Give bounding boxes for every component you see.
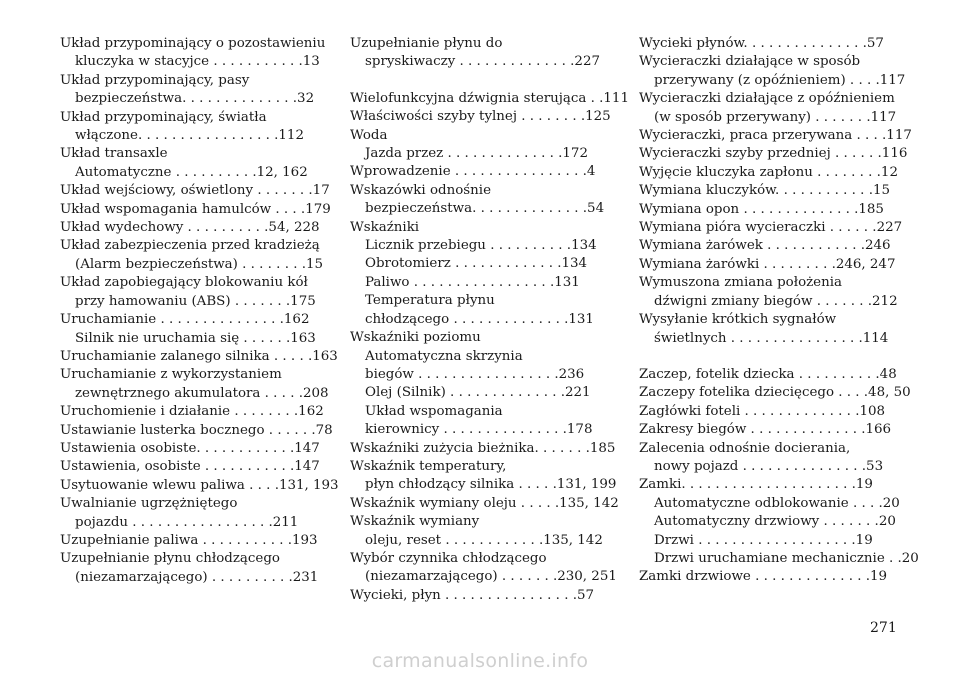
index-subentry: (w sposób przerywany) . . . . . . .117 [654,109,897,125]
index-entry: Wymiana opon . . . . . . . . . . . . . .185 [639,201,884,217]
index-entry: Uzupełnianie paliwa . . . . . . . . . . .193 [60,532,318,548]
index-entry: Usytuowanie wlewu paliwa . . . .131, 193 [60,477,339,493]
index-entry: Wycieki płynów. . . . . . . . . . . . . . .57 [639,36,884,51]
index-subentry: bezpieczeństwa. . . . . . . . . . . . . .32 [75,91,315,107]
index-entry: Zalecenia odnośnie docierania, [639,440,851,456]
index-entry: Wymiana pióra wycieraczki . . . . . .227 [639,220,903,236]
section-gap [639,348,895,366]
index-entry: Wycieraczki, praca przerywana . . . .117 [639,128,912,144]
index-entry: Wycieraczki działające w sposób [639,54,861,70]
index-entry: Wymiana żarówki . . . . . . . . .246, 247 [639,256,896,272]
index-subentry: spryskiwaczy . . . . . . . . . . . . . .227 [365,54,600,70]
index-entry: Układ wejściowy, oświetlony . . . . . . .17 [60,183,330,199]
index-entry: Wskazówki odnośnie [350,182,491,198]
index-subentry: (niezamarzającego) . . . . . . . . . .231 [75,569,319,585]
index-subentry: Temperatura płynu [365,293,495,309]
index-entry: Wysyłanie krótkich sygnałów [639,312,837,328]
index-subentry: Obrotomierz . . . . . . . . . . . . .134 [365,256,588,272]
index-subentry: Automatyczny drzwiowy . . . . . . .20 [654,514,896,530]
index-entry: Zaczepy fotelika dziecięcego . . . .48, 50 [639,385,911,401]
index-entry: Wskaźnik wymiany oleju . . . . .135, 142 [350,495,619,511]
index-subentry: Automatyczna skrzynia [365,348,523,364]
index-entry: Ustawienia osobiste. . . . . . . . . . . .147 [60,440,320,456]
index-subentry: Paliwo . . . . . . . . . . . . . . . . .131 [365,274,580,290]
index-entry: Wymiana kluczyków. . . . . . . . . . . .15 [639,183,890,199]
index-subentry: kluczyka w stacyjce . . . . . . . . . . .13 [75,54,320,70]
index-entry: Wymuszona zmiana położenia [639,275,842,291]
index-subentry: Automatyczne odblokowanie . . . .20 [654,495,900,511]
page-number: 271 [870,620,897,636]
index-subentry: Licznik przebiegu . . . . . . . . . .134 [365,238,597,254]
index-subentry: oleju, reset . . . . . . . . . . . .135, 142 [365,532,603,548]
index-subentry: przy hamowaniu (ABS) . . . . . . .175 [75,293,316,309]
index-entry: Wielofunkcyjna dźwignia sterująca . .111 [350,90,629,106]
index-entry: Wskaźnik temperatury, [350,458,507,474]
index-entry: Uruchamianie z wykorzystaniem [60,367,282,383]
index-entry: Zamki drzwiowe . . . . . . . . . . . . . .19 [639,569,888,585]
index-entry: Zaczep, fotelik dziecka . . . . . . . . . .48 [639,366,897,382]
index-subentry: (niezamarzającego) . . . . . . .230, 251 [365,569,617,585]
index-entry: Właściwości szyby tylnej . . . . . . . .125 [350,109,611,125]
index-subentry: zewnętrznego akumulatora . . . . .208 [75,385,329,401]
index-entry: Ustawianie lusterka bocznego . . . . . .78 [60,422,333,438]
index-subentry: Jazda przez . . . . . . . . . . . . . .172 [365,146,588,162]
index-entry: Układ transaxle [60,146,168,162]
index-subentry: Drzwi uruchamiane mechanicznie . .20 [654,550,919,566]
index-subentry: pojazdu . . . . . . . . . . . . . . . . .211 [75,514,299,530]
index-subentry: włączone. . . . . . . . . . . . . . . . .112 [75,128,304,144]
index-subentry: nowy pojazd . . . . . . . . . . . . . . .53 [654,458,884,474]
index-entry: Układ wspomagania hamulców . . . .179 [60,201,331,217]
index-column-2 [350,35,629,605]
index-column-1 [60,35,339,587]
index-subentry: biegów . . . . . . . . . . . . . . . . .236 [365,366,585,382]
index-subentry: Układ wspomagania [365,403,503,419]
index-entry: Układ zabezpieczenia przed kradzieżą [60,238,320,254]
index-entry: Wyjęcie kluczyka zapłonu . . . . . . . .12 [639,164,898,180]
index-subentry: kierownicy . . . . . . . . . . . . . . .178 [365,422,593,438]
index-column-3 [639,35,919,587]
index-subentry: bezpieczeństwa. . . . . . . . . . . . . .54 [365,201,605,217]
section-gap [350,72,606,90]
index-entry: Uruchomienie i działanie . . . . . . . .162 [60,404,324,420]
index-subentry: Drzwi . . . . . . . . . . . . . . . . . . .19 [654,532,873,548]
index-entry: Zagłówki foteli . . . . . . . . . . . . . .108 [639,403,886,419]
index-entry: Wskaźniki poziomu [350,330,481,346]
index-entry: Wybór czynnika chłodzącego [350,550,547,566]
index-entry: Wymiana żarówek . . . . . . . . . . . .246 [639,238,891,254]
index-entry: Układ przypominający, światła [60,109,267,125]
index-entry: Zamki. . . . . . . . . . . . . . . . . . . . .19 [639,477,873,493]
index-entry: Uzupełnianie płynu chłodzącego [60,551,280,567]
index-entry: Wycieraczki szyby przedniej . . . . . .116 [639,146,908,162]
index-subentry: (Alarm bezpieczeństwa) . . . . . . . .15 [75,256,324,272]
index-entry: Woda [350,127,388,143]
index-entry: Układ zapobiegający blokowaniu kół [60,275,308,291]
index-entry: Uwalnianie ugrzężniętego [60,496,238,512]
index-entry: Ustawienia, osobiste . . . . . . . . . . .147 [60,459,320,475]
index-entry: Uruchamianie . . . . . . . . . . . . . . .162 [60,312,310,328]
index-subentry: chłodzącego . . . . . . . . . . . . . .131 [365,311,594,327]
index-entry: Układ przypominający o pozostawieniu [60,36,326,51]
index-entry: Układ wydechowy . . . . . . . . . .54, 228 [60,220,320,236]
index-entry: Układ przypominający, pasy [60,72,250,88]
index-entry: Wycieki, płyn . . . . . . . . . . . . . . . .57 [350,587,594,603]
index-entry: Zakresy biegów . . . . . . . . . . . . . .166 [639,422,892,438]
index-entry: Wskaźnik wymiany [350,514,480,530]
index-subentry: Olej (Silnik) . . . . . . . . . . . . . .221 [365,385,591,401]
index-entry: Wprowadzenie . . . . . . . . . . . . . . . .4 [350,164,596,180]
watermark: carmanualsonline.info [371,650,589,672]
index-entry: Uzupełnianie płynu do [350,36,503,51]
index-subentry: Silnik nie uruchamia się . . . . . .163 [75,330,316,346]
index-entry: Wycieraczki działające z opóźnieniem [639,91,895,107]
index-subentry: przerywany (z opóźnieniem) . . . .117 [654,72,906,88]
index-entry: Wskaźniki zużycia bieżnika. . . . . . .185 [350,440,616,456]
index-entry: Wskaźniki [350,219,420,235]
index-subentry: świetlnych . . . . . . . . . . . . . . . .114 [654,330,889,346]
index-entry: Uruchamianie zalanego silnika . . . . .163 [60,348,338,364]
index-subentry: Automatyczne . . . . . . . . . .12, 162 [75,164,308,180]
index-subentry: płyn chłodzący silnika . . . . .131, 199 [365,477,617,493]
index-subentry: dźwigni zmiany biegów . . . . . . .212 [654,293,898,309]
